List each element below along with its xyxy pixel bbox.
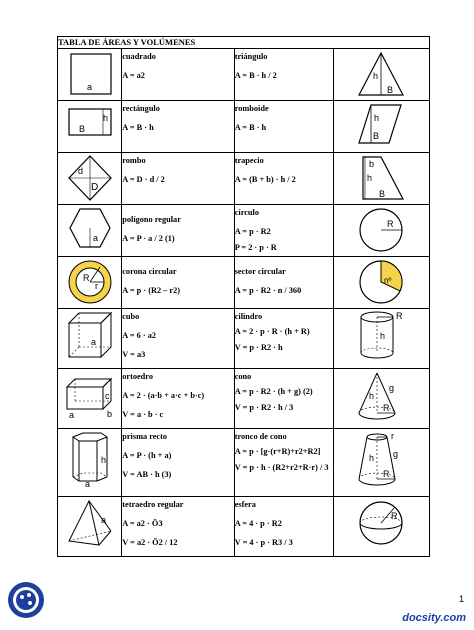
- ring-label-R: R: [82, 273, 90, 283]
- shape-name: cono: [234, 372, 252, 381]
- shape-name: corona circular: [122, 267, 177, 276]
- row-text-cell: [122, 153, 234, 205]
- table-row: [58, 369, 430, 429]
- cube-figure: [65, 309, 115, 361]
- circle-figure: [351, 205, 411, 255]
- trapezoid-label-b: b: [369, 159, 375, 169]
- row-text-cell: [122, 309, 234, 369]
- shape-name: triángulo: [234, 52, 268, 61]
- frustum-label-h: h: [369, 453, 375, 463]
- shape-name: trapecio: [234, 156, 264, 165]
- ring-label-r: r: [94, 281, 98, 291]
- formula: V = p · R2 · h: [234, 343, 283, 352]
- row-text-cell: [234, 205, 333, 257]
- triangle-label-h: h: [373, 71, 379, 81]
- cone-label-h: h: [369, 391, 375, 401]
- rectangle-figure: [65, 101, 115, 141]
- frustum-label-R: R: [383, 469, 390, 479]
- figure-prism-cell: [58, 429, 122, 497]
- formula: A = B · h / 2: [234, 71, 277, 80]
- table-row: [58, 309, 430, 369]
- row-text-cell: [122, 369, 234, 429]
- romboid-label-h: h: [374, 113, 380, 123]
- formula: V = a · b · c: [122, 410, 164, 419]
- rhombus-figure: [65, 153, 115, 203]
- romboid-figure: [351, 101, 411, 147]
- formula: A = D · d / 2: [122, 175, 165, 184]
- row-text-cell: [122, 101, 234, 153]
- trapezoid-label-B: B: [379, 189, 386, 199]
- formulas-table: [57, 36, 430, 557]
- shape-name: círculo: [234, 208, 259, 217]
- shape-name: rectángulo: [122, 104, 160, 113]
- cone-figure: [351, 369, 411, 423]
- figure-trapezoid-cell: [333, 153, 429, 205]
- formula: A = p · (R2 – r2): [122, 286, 180, 295]
- hexagon-figure: [65, 205, 115, 251]
- triangle-label-b: B: [387, 85, 394, 95]
- figure-ring-cell: [58, 257, 122, 309]
- prism-label-a: a: [84, 479, 90, 489]
- formula: A = 2 · p · R · (h + R): [234, 327, 310, 336]
- shape-name: sector circular: [234, 267, 286, 276]
- square-figure: [65, 49, 115, 99]
- figure-cube-cell: [58, 309, 122, 369]
- table-row: [58, 257, 430, 309]
- cuboid-figure: [65, 369, 115, 421]
- romboid-label-b: B: [373, 131, 380, 141]
- tetrahedron-label-a: a: [100, 515, 106, 525]
- figure-romboid-cell: [333, 101, 429, 153]
- formula: A = P · (h + a): [122, 451, 172, 460]
- formula: A = 6 · a2: [122, 331, 157, 340]
- figure-frustum-cell: [333, 429, 429, 497]
- table-title: TABLA DE ÁREAS Y VOLÚMENES: [58, 37, 430, 49]
- table-row: [58, 497, 430, 557]
- frustum-label-g: g: [393, 449, 399, 459]
- table-row: [58, 153, 430, 205]
- row-text-cell: [234, 101, 333, 153]
- formula: A = p · R2 · n / 360: [234, 286, 302, 295]
- rectangle-label-h: h: [102, 113, 108, 123]
- row-text-cell: [234, 497, 333, 557]
- formula: A = p · R2 · (h + g) (2): [234, 387, 313, 396]
- row-text-cell: [234, 153, 333, 205]
- shape-name: romboide: [234, 104, 269, 113]
- trapezoid-figure: [351, 153, 411, 203]
- shape-name: polígono regular: [122, 215, 181, 224]
- figure-polygon-cell: [58, 205, 122, 257]
- sphere-figure: [351, 497, 411, 549]
- formula: V = AB · h (3): [122, 470, 172, 479]
- figure-rectangle-cell: [58, 101, 122, 153]
- prism-figure: [65, 429, 115, 489]
- frustum-label-r: r: [391, 431, 395, 441]
- shape-name: rombo: [122, 156, 146, 165]
- box-label-a: a: [68, 410, 74, 420]
- row-text-cell: [122, 429, 234, 497]
- figure-cone-cell: [333, 369, 429, 429]
- figure-sphere-cell: [333, 497, 429, 557]
- cube-label-a: a: [90, 337, 96, 347]
- figure-cylinder-cell: [333, 309, 429, 369]
- circle-label-R: R: [387, 219, 394, 229]
- figure-sector-cell: [333, 257, 429, 309]
- cone-label-g: g: [389, 383, 395, 393]
- row-text-cell: [234, 309, 333, 369]
- formula: V = a2 · Ö2 / 12: [122, 538, 178, 547]
- formula: A = p · R2: [234, 227, 271, 236]
- shape-name: cubo: [122, 312, 140, 321]
- cylinder-label-h: h: [380, 331, 386, 341]
- row-text-cell: [234, 369, 333, 429]
- frustum-figure: [351, 429, 411, 491]
- sector-figure: [351, 257, 411, 307]
- shape-name: esfera: [234, 500, 256, 509]
- prism-label-h: h: [100, 455, 106, 465]
- trapezoid-label-h: h: [367, 173, 373, 183]
- figure-circle-cell: [333, 205, 429, 257]
- row-text-cell: [122, 205, 234, 257]
- figure-square-cell: [58, 49, 122, 101]
- sphere-label-R: R: [391, 511, 398, 521]
- square-label-a: a: [86, 82, 92, 92]
- cylinder-figure: [351, 309, 411, 363]
- table-row: [58, 205, 430, 257]
- row-text-cell: [234, 257, 333, 309]
- shape-name: cuadrado: [122, 52, 156, 61]
- row-text-cell: [122, 49, 234, 101]
- row-text-cell: [122, 257, 234, 309]
- page-number: 1: [458, 594, 464, 604]
- table-row: [58, 49, 430, 101]
- formula: V = p · h · (R2+r2+R·r) / 3: [234, 463, 329, 472]
- figure-triangle-cell: [333, 49, 429, 101]
- shape-name: ortoedro: [122, 372, 153, 381]
- formula: V = p · R2 · h / 3: [234, 403, 294, 412]
- triangle-figure: [351, 49, 411, 99]
- shape-name: prisma recto: [122, 432, 168, 441]
- sector-label-n: nº: [384, 276, 392, 285]
- shape-name: cilindro: [234, 312, 263, 321]
- shape-name: tetraedro regular: [122, 500, 184, 509]
- rectangle-label-b: B: [78, 124, 85, 134]
- row-text-cell: [234, 49, 333, 101]
- figure-rhombus-cell: [58, 153, 122, 205]
- table-row: [58, 429, 430, 497]
- formula: A = a2 · Ö3: [122, 519, 163, 528]
- formula: V = 4 · p · R3 / 3: [234, 538, 293, 547]
- formula: A = 4 · p · R2: [234, 519, 282, 528]
- tetrahedron-figure: [65, 497, 115, 549]
- formula: A = B · h: [234, 123, 267, 132]
- figure-box-cell: [58, 369, 122, 429]
- cylinder-label-R: R: [396, 311, 403, 321]
- rhombus-label-D: D: [90, 182, 98, 193]
- row-text-cell: [234, 429, 333, 497]
- docsity-logo-icon: [6, 580, 46, 620]
- formula: A = p · [g·(r+R)+r2+R2]: [234, 447, 321, 456]
- formula: A = (B + b) · h / 2: [234, 175, 296, 184]
- formula: A = B · h: [122, 123, 154, 132]
- box-label-c: c: [104, 391, 110, 401]
- formula: A = P · a / 2 (1): [122, 234, 175, 243]
- cone-label-R: R: [383, 403, 390, 413]
- box-label-b: b: [106, 409, 112, 419]
- formula: V = a3: [122, 350, 146, 359]
- polygon-label-a: a: [92, 233, 98, 243]
- table-row: [58, 101, 430, 153]
- row-text-cell: [122, 497, 234, 557]
- shape-name: tronco de cono: [234, 432, 287, 441]
- rhombus-label-d: d: [77, 166, 83, 176]
- figure-tetrahedron-cell: [58, 497, 122, 557]
- brand-link[interactable]: docsity.com: [402, 612, 466, 624]
- formula: A = a2: [122, 71, 145, 80]
- formula: P = 2 · p · R: [234, 243, 277, 252]
- ring-figure: [65, 257, 115, 307]
- formula: A = 2 · (a·b + a·c + b·c): [122, 391, 205, 400]
